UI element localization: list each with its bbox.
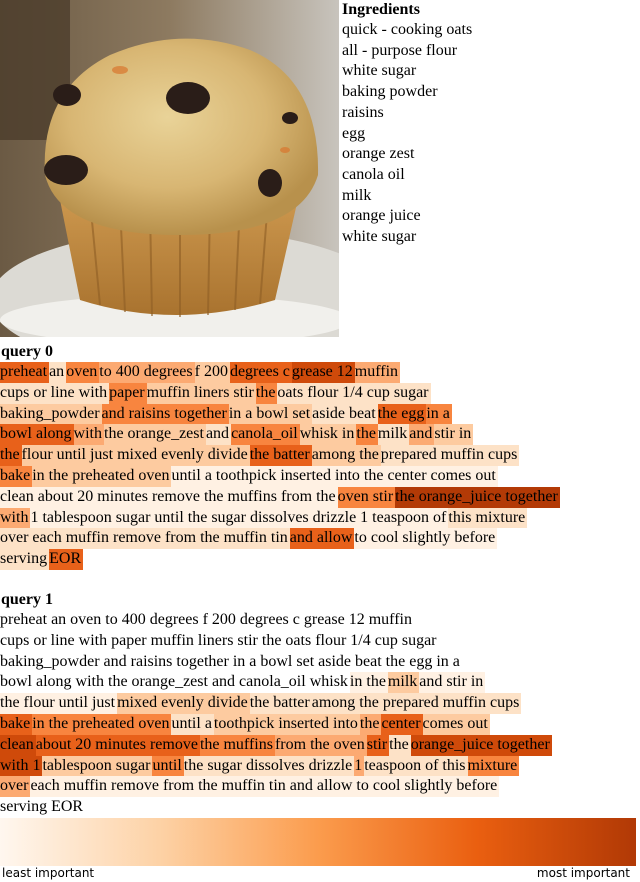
highlighted-token: clean about 20 minutes remove the muffins from the xyxy=(0,487,338,508)
muffin-photo xyxy=(0,0,339,337)
ingredient-item: quick - cooking oats xyxy=(342,21,473,38)
text-line xyxy=(0,631,640,652)
highlighted-token: baking_powder and raisins together in a bowl set aside beat the egg in a xyxy=(0,652,460,670)
highlighted-token: in a xyxy=(426,404,452,425)
highlighted-token: the orange_juice together xyxy=(395,487,560,508)
highlighted-token: and raisins together xyxy=(102,404,229,425)
legend-left-label: least important xyxy=(2,866,95,880)
highlighted-token: stir xyxy=(367,735,389,756)
highlighted-token: preheat xyxy=(0,362,49,383)
text-line xyxy=(0,528,640,549)
text-line xyxy=(0,714,640,735)
highlighted-token: degrees c xyxy=(230,362,292,383)
highlighted-token: the sugar dissolves drizzle xyxy=(184,756,354,777)
text-line xyxy=(0,549,640,570)
highlighted-token: with xyxy=(0,508,30,529)
text-line xyxy=(0,756,640,777)
highlighted-token: with xyxy=(74,424,104,445)
ingredient-item: orange zest xyxy=(342,145,415,163)
highlighted-token: the muffins xyxy=(200,735,275,756)
highlighted-token: milk xyxy=(378,424,409,445)
highlighted-token: whisk in xyxy=(300,424,357,445)
highlighted-token: the batter xyxy=(250,693,312,714)
highlighted-token: and xyxy=(409,424,434,445)
query-1-text xyxy=(0,610,640,818)
highlighted-token: among the prepared muffin cups xyxy=(312,693,522,714)
ingredients-title: Ingredients xyxy=(342,1,420,18)
importance-legend xyxy=(0,818,636,866)
ingredient-item: white sugar xyxy=(342,62,417,80)
highlighted-token: muffin liners stir xyxy=(147,383,256,404)
ingredient-item: all - purpose flour xyxy=(342,41,458,59)
highlighted-token: over xyxy=(0,776,30,797)
highlighted-token: the egg xyxy=(378,404,427,425)
highlighted-token: baking_powder xyxy=(0,404,102,425)
highlighted-token: each muffin remove from the muffin tin and allow to cool slightly before xyxy=(30,776,499,797)
highlighted-token: the flour until just xyxy=(0,693,117,714)
highlighted-token: toothpick inserted into xyxy=(214,714,360,735)
highlighted-token: mixture xyxy=(468,756,520,777)
highlighted-token: clean xyxy=(0,735,36,756)
highlighted-token: bowl along with the orange_zest and canola_oil whisk xyxy=(0,673,348,691)
highlighted-token: canola_oil xyxy=(231,424,300,445)
text-line xyxy=(0,776,640,797)
highlighted-token: and xyxy=(206,424,231,445)
text-line xyxy=(0,652,640,673)
highlighted-token: teaspoon of this xyxy=(364,756,467,777)
highlighted-token: oven stir xyxy=(338,487,396,508)
highlighted-token: serving EOR xyxy=(0,798,84,816)
highlighted-token: this mixture xyxy=(448,508,527,529)
highlighted-token: aside beat xyxy=(312,404,378,425)
highlighted-token: until a toothpick inserted into the center comes out xyxy=(171,466,497,487)
ingredient-item: canola oil xyxy=(342,165,405,183)
text-line xyxy=(0,508,640,529)
ingredients-list xyxy=(342,20,638,248)
highlighted-token: in the preheated oven xyxy=(32,714,171,735)
highlighted-token: stir in xyxy=(434,424,473,445)
highlighted-token: bake xyxy=(0,466,32,487)
highlighted-token: the xyxy=(389,735,411,756)
highlighted-token: milk xyxy=(388,672,419,693)
highlighted-token: bake xyxy=(0,714,32,735)
highlighted-token: 1 xyxy=(354,756,364,777)
query-1-title: query 1 xyxy=(1,591,53,608)
highlighted-token: comes out xyxy=(423,714,490,735)
query-0-title: query 0 xyxy=(1,343,53,360)
importance-gradient-bar xyxy=(0,818,636,866)
highlighted-token: center xyxy=(381,714,422,735)
highlighted-token: muffin xyxy=(355,362,400,383)
highlighted-token: over each muffin remove from the muffin tin xyxy=(0,528,290,549)
text-line xyxy=(0,735,640,756)
highlighted-token: from the oven xyxy=(275,735,367,756)
highlighted-token: in the preheated oven xyxy=(32,466,171,487)
highlighted-token: the xyxy=(360,714,382,735)
text-line xyxy=(0,797,640,818)
ingredient-item: white sugar xyxy=(342,228,417,246)
highlighted-token: in a bowl set xyxy=(229,404,312,425)
highlighted-token: oats flour 1/4 cup sugar xyxy=(277,383,430,404)
highlighted-token: cups or line with paper muffin liners stir the oats flour 1/4 cup sugar xyxy=(0,631,437,649)
text-line xyxy=(0,383,640,404)
text-line xyxy=(0,404,640,425)
highlighted-token: oven xyxy=(66,362,99,383)
highlighted-token: the orange_zest xyxy=(104,424,206,445)
text-line xyxy=(0,445,640,466)
highlighted-token: among the xyxy=(312,445,381,466)
highlighted-token: to cool slightly before xyxy=(354,528,497,549)
highlighted-token: the xyxy=(256,383,278,404)
text-line xyxy=(0,693,640,714)
ingredient-item: raisins xyxy=(342,103,384,121)
highlighted-token: the batter xyxy=(250,445,312,466)
highlighted-token: grease 12 xyxy=(292,362,355,383)
highlighted-token: 1 tablespoon sugar until the sugar dissolves drizzle 1 teaspoon of xyxy=(30,508,448,529)
ingredient-item: egg xyxy=(342,124,366,142)
highlighted-token: serving xyxy=(0,549,49,570)
highlighted-token: prepared muffin cups xyxy=(381,445,520,466)
highlighted-token: an xyxy=(49,362,66,383)
text-line xyxy=(0,466,640,487)
highlighted-token: paper xyxy=(109,383,147,404)
highlighted-token: the xyxy=(0,445,22,466)
highlighted-token: flour until just mixed evenly divide xyxy=(22,445,250,466)
highlighted-token: and allow xyxy=(290,528,355,549)
text-line xyxy=(0,424,640,445)
highlighted-token: and stir in xyxy=(419,672,485,693)
highlighted-token: tablespoon sugar xyxy=(42,756,152,777)
text-line xyxy=(0,610,640,631)
highlighted-token: about 20 minutes remove xyxy=(36,735,200,756)
highlighted-token: mixed evenly divide xyxy=(117,693,250,714)
ingredient-item: orange juice xyxy=(342,207,421,225)
highlighted-token: with 1 xyxy=(0,756,42,777)
ingredient-item: baking powder xyxy=(342,83,438,101)
highlighted-token: orange_juice together xyxy=(411,735,552,756)
highlighted-token: f 200 xyxy=(195,362,230,383)
highlighted-token: in the xyxy=(350,672,388,693)
highlighted-token: EOR xyxy=(49,549,83,570)
highlighted-token: bowl along xyxy=(0,424,74,445)
legend-right-label: most important xyxy=(536,866,630,880)
ingredient-item: milk xyxy=(342,186,372,204)
highlighted-token: to 400 degrees xyxy=(99,362,194,383)
text-line xyxy=(0,362,640,383)
query-0-text xyxy=(0,362,640,570)
highlighted-token: preheat an oven to 400 degrees f 200 degrees c grease 12 muffin xyxy=(0,611,412,628)
highlighted-token: until xyxy=(152,756,183,777)
highlighted-token: cups or line with xyxy=(0,383,109,404)
highlighted-token: the xyxy=(356,424,378,445)
ingredients-panel xyxy=(342,0,638,248)
text-line xyxy=(0,487,640,508)
highlighted-token: until a xyxy=(171,714,213,735)
text-line xyxy=(0,672,640,693)
